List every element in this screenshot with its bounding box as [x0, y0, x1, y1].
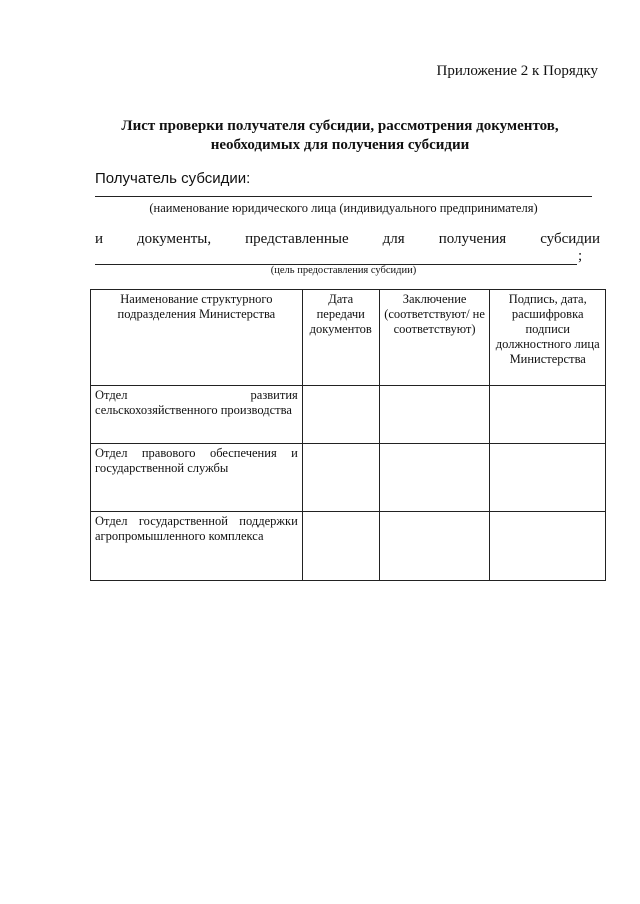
department-rest: сельскохозяйственного производства	[95, 403, 292, 417]
department-cell: Отдел государственной поддержки агропромышленного комплекса	[91, 512, 303, 581]
table-header-row	[91, 290, 606, 386]
department-word: развития	[250, 388, 298, 402]
table-row	[91, 386, 606, 444]
transfer-date-cell[interactable]	[302, 386, 379, 444]
documents-word: для	[382, 231, 405, 247]
purpose-semicolon: ;	[578, 248, 583, 264]
conclusion-cell[interactable]	[379, 512, 490, 581]
transfer-date-cell[interactable]	[302, 444, 379, 512]
conclusion-cell[interactable]	[379, 386, 490, 444]
documents-line	[95, 231, 600, 248]
recipient-fill-line	[95, 196, 592, 197]
purpose-caption: (цель предоставления субсидии)	[270, 265, 417, 276]
check-table	[90, 289, 606, 581]
documents-word: документы,	[137, 231, 212, 247]
table-row	[91, 444, 606, 512]
department-cell	[91, 386, 303, 444]
table-row	[91, 512, 606, 581]
signature-cell[interactable]	[490, 512, 606, 581]
department-word: Отдел	[95, 388, 128, 402]
conclusion-cell[interactable]	[379, 444, 490, 512]
title-line-2: необходимых для получения субсидии	[210, 137, 470, 153]
documents-word: субсидии	[540, 231, 600, 247]
title-line-1: Лист проверки получателя субсидии, рассмотрения документов,	[121, 118, 559, 134]
header-transfer-date: Дата передачи документов	[302, 290, 379, 386]
signature-cell[interactable]	[490, 386, 606, 444]
documents-word: представленные	[245, 231, 349, 247]
signature-cell[interactable]	[490, 444, 606, 512]
transfer-date-cell[interactable]	[302, 512, 379, 581]
header-department: Наименование структурного подразделения Министерства	[91, 290, 303, 386]
documents-word: получения	[438, 231, 507, 247]
recipient-caption: (наименование юридического лица (индивидуального предпринимателя)	[149, 201, 538, 215]
document-title	[60, 117, 620, 155]
header-conclusion: Заключение (соответствуют/ не соответствуют)	[379, 290, 490, 386]
header-signature: Подпись, дата, расшифровка подписи должностного лица Министерства	[490, 290, 606, 386]
department-cell: Отдел правового обеспечения и государственной службы	[91, 444, 303, 512]
documents-word: и	[95, 231, 104, 247]
appendix-note: Приложение 2 к Порядку	[436, 63, 598, 79]
recipient-label: Получатель субсидии:	[95, 170, 251, 187]
